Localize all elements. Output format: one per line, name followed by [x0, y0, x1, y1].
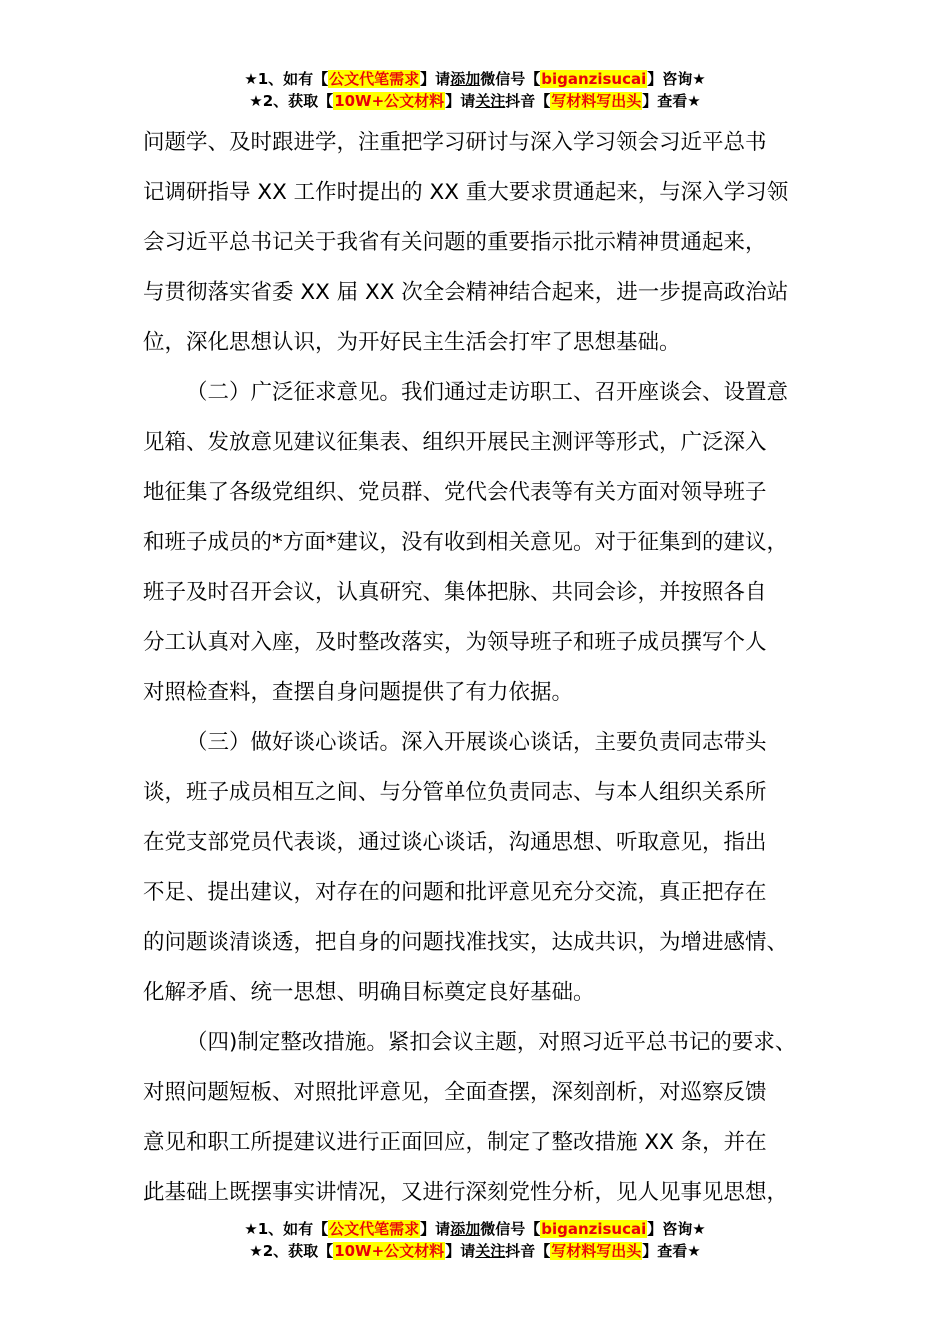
body-line: 记调研指导 XX 工作时提出的 XX 重大要求贯通起来，与深入学习领: [143, 180, 789, 205]
body-line: 和班子成员的*方面*建议，没有收到相关意见。对于征集到的建议，: [143, 530, 789, 555]
banner-highlight: 10W+公文材料: [334, 1242, 445, 1260]
footer-banner-line-1: [0, 1218, 950, 1240]
banner-text: 】请: [420, 1220, 451, 1238]
body-line: 地征集了各级党组织、党员群、党代会代表等有关方面对领导班子: [143, 480, 767, 505]
banner-text: ★1、如有【: [244, 70, 329, 88]
document-body: [143, 118, 833, 1218]
banner-text: 】咨询★: [647, 70, 706, 88]
body-line: 化解矛盾、统一思想、明确目标奠定良好基础。: [143, 980, 595, 1005]
body-line: 班子及时召开会议，认真研究、集体把脉、共同会诊，并按照各自: [143, 580, 767, 605]
body-line: 不足、提出建议，对存在的问题和批评意见充分交流，真正把存在: [143, 880, 767, 905]
banner-text: 】请: [420, 70, 451, 88]
body-line: 谈，班子成员相互之间、与分管单位负责同志、与本人组织关系所: [143, 780, 767, 805]
banner-text: 微信号【: [480, 1220, 541, 1238]
banner-highlight: 写材料写出头: [551, 92, 642, 110]
body-line: 在党支部党员代表谈，通过谈心谈话，沟通思想、听取意见，指出: [143, 830, 767, 855]
header-banner: [0, 68, 950, 112]
banner-text: 微信号【: [480, 70, 541, 88]
body-line: 此基础上既摆事实讲情况，又进行深刻党性分析，见人见事见思想，: [143, 1180, 789, 1205]
body-line: 位，深化思想认识，为开好民主生活会打牢了思想基础。: [143, 330, 681, 355]
header-banner-line-1: [0, 68, 950, 90]
body-line: 会习近平总书记关于我省有关问题的重要指示批示精神贯通起来，: [143, 230, 767, 255]
banner-text: ★1、如有【: [244, 1220, 329, 1238]
body-line: 与贯彻落实省委 XX 届 XX 次全会精神结合起来，进一步提高政治站: [143, 280, 789, 305]
banner-text: ★2、获取【: [249, 92, 334, 110]
body-line: 对照问题短板、对照批评意见，全面查摆，深刻剖析，对巡察反馈: [143, 1080, 767, 1105]
header-banner-line-2: [0, 90, 950, 112]
banner-text: 】请: [445, 1242, 476, 1260]
section-4-heading-line: （四)制定整改措施。紧扣会议主题，对照习近平总书记的要求、: [186, 1030, 797, 1055]
banner-text: 抖音【: [505, 1242, 551, 1260]
body-line: 的问题谈清谈透，把自身的问题找准找实，达成共识，为增进感情、: [143, 930, 789, 955]
body-line: 分工认真对入座，及时整改落实，为领导班子和班子成员撰写个人: [143, 630, 767, 655]
banner-highlight: biganzisucai: [541, 1220, 647, 1238]
banner-text: 】请: [445, 92, 476, 110]
body-line: 问题学、及时跟进学，注重把学习研讨与深入学习领会习近平总书: [143, 130, 767, 155]
banner-text: 】咨询★: [647, 1220, 706, 1238]
body-line: 意见和职工所提建议进行正面回应，制定了整改措施 XX 条，并在: [143, 1130, 767, 1155]
banner-highlight: 公文代笔需求: [329, 70, 420, 88]
section-3-heading-line: （三）做好谈心谈话。深入开展谈心谈话，主要负责同志带头: [186, 730, 767, 755]
banner-underline: 关注: [475, 1242, 506, 1260]
section-2-heading-line: （二）广泛征求意见。我们通过走访职工、召开座谈会、设置意: [186, 380, 789, 405]
footer-banner-line-2: [0, 1240, 950, 1262]
banner-text: 】查看★: [642, 92, 701, 110]
banner-underline: 关注: [475, 92, 506, 110]
body-line: 见箱、发放意见建议征集表、组织开展民主测评等形式，广泛深入: [143, 430, 767, 455]
banner-text: 】查看★: [642, 1242, 701, 1260]
footer-banner: [0, 1218, 950, 1262]
banner-highlight: 写材料写出头: [551, 1242, 642, 1260]
body-line: 对照检查料，查摆自身问题提供了有力依据。: [143, 680, 574, 705]
banner-underline: 添加: [450, 1220, 481, 1238]
banner-highlight: biganzisucai: [541, 70, 647, 88]
banner-text: ★2、获取【: [249, 1242, 334, 1260]
banner-highlight: 公文代笔需求: [329, 1220, 420, 1238]
banner-underline: 添加: [450, 70, 481, 88]
banner-highlight: 10W+公文材料: [334, 92, 445, 110]
banner-text: 抖音【: [505, 92, 551, 110]
